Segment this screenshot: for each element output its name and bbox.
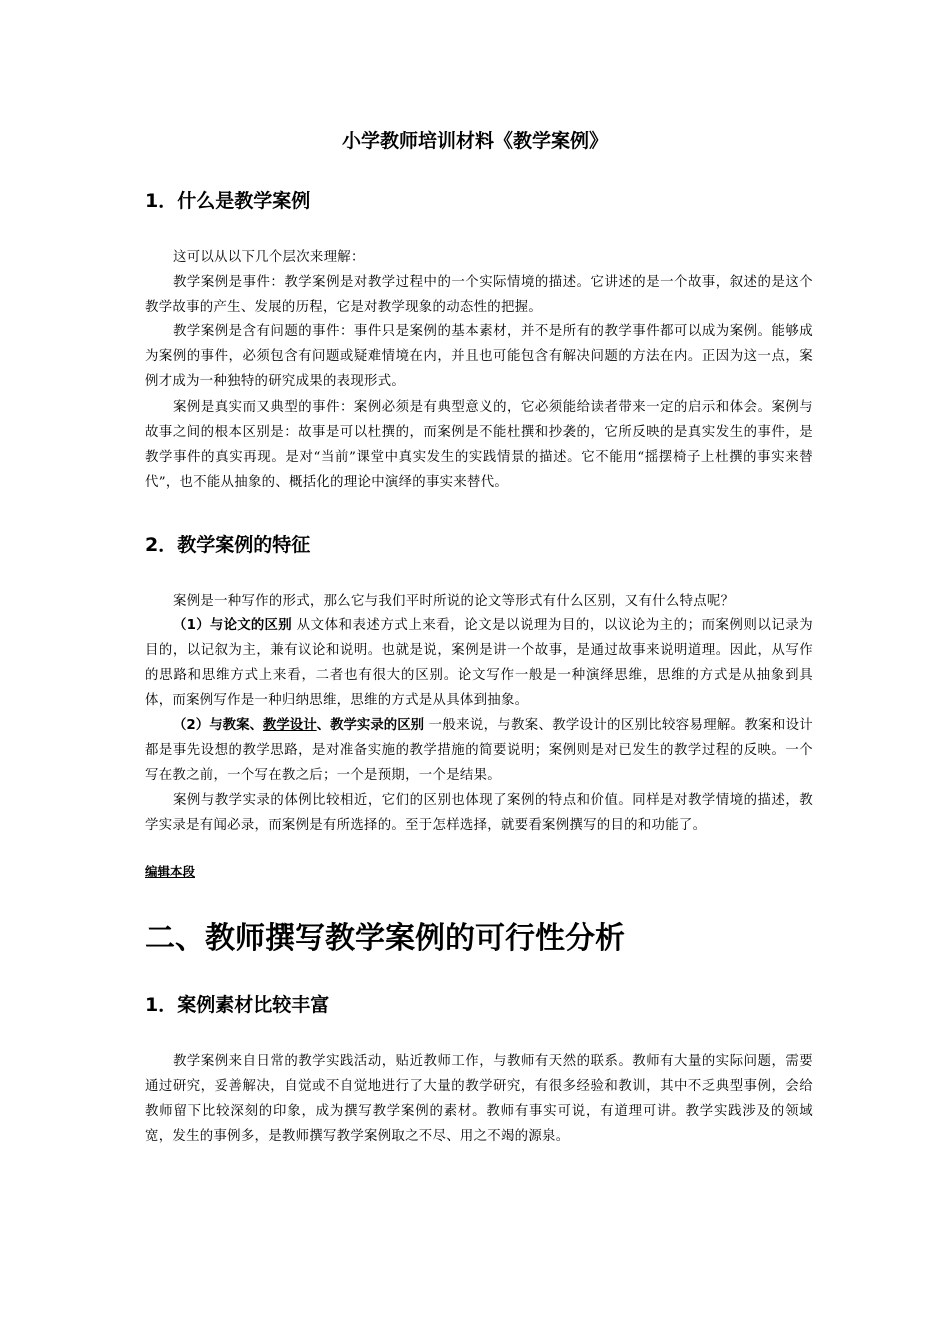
document-title: 小学教师培训材料《教学案例》 (341, 130, 608, 152)
section1-paragraph-4: 案例是真实而又典型的事件：案例必须是有典型意义的，它必须能给读者带来一定的启示和体会。案例与故事之间的根本区别是：故事是可以杜撰的，而案例是不能杜撰和抄袭的，它所反映的是真实发生的事件，是教学事件的真实再现。是对“当前”课堂中真实发生的实践情景的描述。它不能用“摇摆椅子上杜撰的事实来替代”，也不能从抽象的、概括化的理论中演绎的事实来替代。 (145, 400, 813, 490)
section1-paragraph-3: 教学案例是含有问题的事件：事件只是案例的基本素材，并不是所有的教学事件都可以成为案例。能够成为案例的事件，必须包含有问题或疑难情境在内，并且也可能包含有解决问题的方法在内。正因为这一点，案例才成为一种独特的研究成果的表现形式。 (145, 324, 813, 389)
point-1-label: （1）与论文的区别 (173, 618, 292, 633)
section2-heading: 2．教学案例的特征 (145, 534, 311, 556)
section2-intro: 案例是一种写作的形式，那么它与我们平时所说的论文等形式有什么区别，又有什么特点呢？ (173, 594, 735, 609)
part2-heading: 二、教师撰写教学案例的可行性分析 (145, 921, 625, 956)
section2-point-1 (145, 613, 813, 713)
section1-paragraph-1: 这可以从以下几个层次来理解： (173, 250, 365, 265)
part2-sub1-paragraph: 教学案例来自日常的教学实践活动，贴近教师工作，与教师有天然的联系。教师有大量的实际问题，需要通过研究，妥善解决，自觉或不自觉地进行了大量的教学研究，有很多经验和教训，其中不乏典型事例，会给教师留下比较深刻的印象，成为撰写教学案例的素材。教师有事实可说，有道理可讲。教学实践涉及的领域宽，发生的事例多，是教师撰写教学案例取之不尽、用之不竭的源泉。 (145, 1054, 813, 1144)
edit-section-link[interactable]: 编辑本段 (145, 864, 196, 879)
section1-heading: 1．什么是教学案例 (145, 190, 311, 212)
point-2-label-a: （2）与教案、 (173, 718, 263, 733)
point-1-text: 从文体和表述方式上来看，论文是以说理为目的，以议论为主的；而案例则以记录为目的，以记叙为主，兼有议论和说明。也就是说，案例是讲一个故事，是通过故事来说明道理。因此，从写作的思路和思维方式上来看，二者也有很大的区别。论文写作一般是一种演绎思维，思维的方式是从抽象到具体，而案例写作是一种归纳思维，思维的方式是从具体到抽象。 (145, 618, 813, 708)
point-2-text: 一般来说，与教案、教学设计的区别比较容易理解。教案和设计都是事先设想的教学思路，是对准备实施的教学措施的简要说明；案例则是对已发生的教学过程的反映。一个写在教之前，一个写在教之后；一个是预期，一个是结果。 (145, 718, 813, 783)
point-2-label-b: 、教学实录的区别 (316, 718, 425, 733)
section2-point-2 (145, 713, 813, 788)
section2-closing: 案例与教学实录的体例比较相近，它们的区别也体现了案例的特点和价值。同样是对教学情境的描述，教学实录是有闻必录，而案例是有所选择的。至于怎样选择，就要看案例撰写的目的和功能了。 (145, 793, 813, 833)
teaching-design-link[interactable]: 教学设计 (262, 718, 317, 733)
part2-sub1-heading: 1．案例素材比较丰富 (145, 994, 330, 1016)
section1-paragraph-2: 教学案例是事件：教学案例是对教学过程中的一个实际情境的描述。它讲述的是一个故事，叙述的是这个教学故事的产生、发展的历程，它是对教学现象的动态性的把握。 (145, 275, 813, 315)
